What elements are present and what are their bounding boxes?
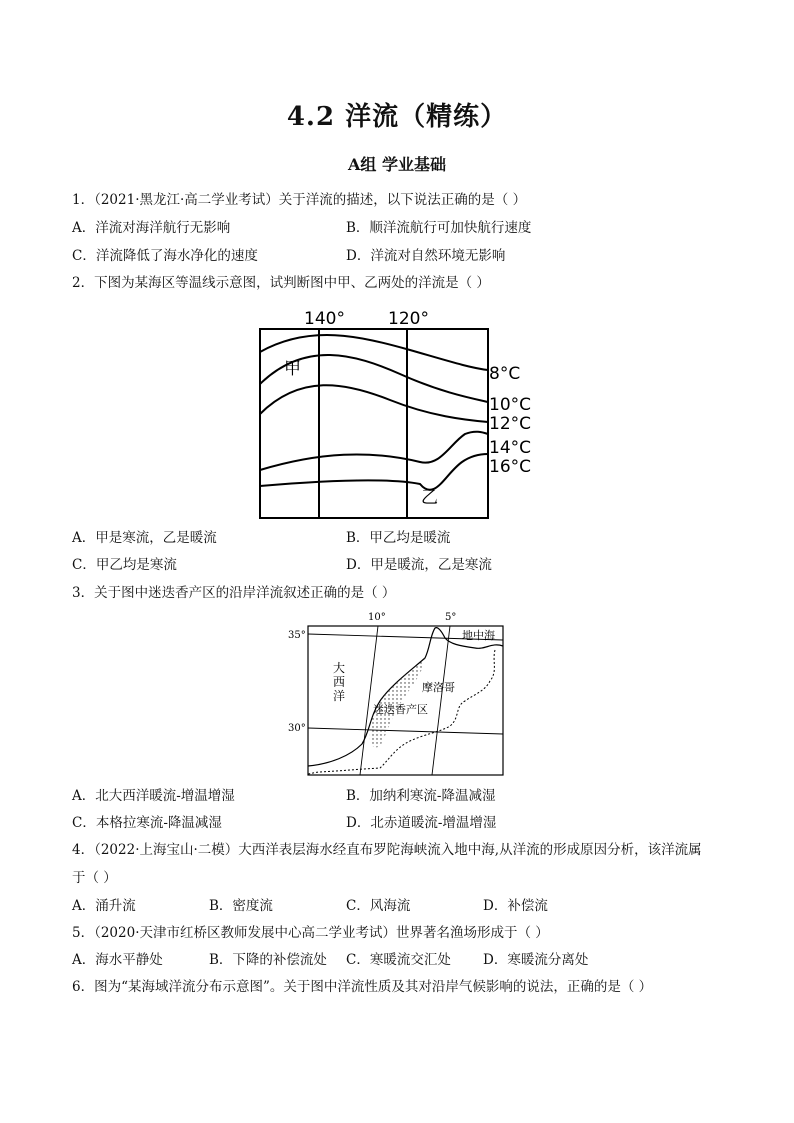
latitude-label-35: 35° [288, 630, 306, 641]
question-3-option-b: B．加纳利寒流-降温减湿 [346, 788, 496, 804]
question-5-option-d: D．寒暖流分离处 [483, 952, 589, 968]
question-1-option-c: C．洋流降低了海水净化的速度 [72, 248, 258, 264]
question-4-option-b: B．密度流 [209, 898, 273, 914]
question-5-option-b: B．下降的补偿流处 [209, 952, 327, 968]
question-1-stem: 1．（2021·黑龙江·高二学业考试）关于洋流的描述，以下说法正确的是（ ） [72, 192, 527, 208]
question-1-option-d: D．洋流对自然环境无影响 [346, 248, 506, 264]
question-4-stem-line-1: 4．（2022·上海宝山·二模）大西洋表层海水经直布罗陀海峡流入地中海,从洋流的形成原因分析，该洋流属 [72, 842, 702, 858]
parallel-30 [308, 728, 503, 734]
label-rosemary-region: 迷迭香产区 [373, 703, 428, 716]
label-mediterranean: 地中海 [462, 629, 495, 642]
question-3-option-a: A．北大西洋暖流-增温增湿 [72, 788, 235, 804]
isotherm-12 [260, 385, 488, 422]
question-6-stem: 6．图为“某海域洋流分布示意图”。关于图中洋流性质及其对沿岸气候影响的说法，正确的是（ ） [72, 979, 653, 995]
label-atlantic-3: 洋 [333, 689, 346, 703]
isotherm-map-frame [260, 329, 488, 518]
question-2-stem: 2．下图为某海区等温线示意图，试判断图中甲、乙两处的洋流是（ ） [72, 275, 490, 291]
question-4-option-a: A．涌升流 [72, 898, 136, 914]
longitude-label-120: 120° [388, 309, 429, 329]
label-atlantic-1: 大 [333, 661, 346, 675]
question-1-option-b: B．顺洋流航行可加快航行速度 [346, 220, 532, 236]
isotherm-16 [260, 454, 488, 490]
question-4-option-c: C．风海流 [346, 898, 411, 914]
temp-label-16: 16°C [489, 457, 532, 477]
question-4-option-d: D．补偿流 [483, 898, 548, 914]
question-5-option-c: C．寒暖流交汇处 [346, 952, 451, 968]
question-3-stem: 3．关于图中迷迭香产区的沿岸洋流叙述正确的是（ ） [72, 585, 396, 601]
label-morocco: 摩洛哥 [422, 681, 455, 694]
latitude-label-30: 30° [288, 723, 306, 734]
meridian-10 [360, 626, 378, 775]
section-heading: A组 学业基础 [348, 155, 446, 174]
temp-label-10: 10°C [489, 395, 532, 415]
temp-label-14: 14°C [489, 438, 532, 458]
longitude-label-140: 140° [304, 309, 345, 329]
question-5-option-a: A．海水平静处 [72, 952, 163, 968]
question-5-stem: 5．（2020·天津市红桥区教师发展中心高二学业考试）世界著名渔场形成于（ ） [72, 925, 549, 941]
label-yi: 乙 [421, 488, 438, 508]
question-4-stem-line-2: 于（ ） [72, 870, 117, 886]
label-jia: 甲 [284, 359, 301, 379]
page-title: 4.2 洋流（精练） [286, 102, 508, 132]
longitude-label-10: 10° [368, 612, 386, 623]
question-3-option-d: D．北赤道暖流-增温增湿 [346, 815, 497, 831]
meridian-5 [432, 626, 450, 775]
question-2-option-c: C．甲乙均是寒流 [72, 557, 177, 573]
question-2-option-b: B．甲乙均是暖流 [346, 530, 451, 546]
temp-label-8: 8°C [489, 364, 521, 384]
question-2-option-a: A．甲是寒流，乙是暖流 [72, 530, 217, 546]
question-2-option-d: D．甲是暖流，乙是寒流 [346, 557, 492, 573]
question-1-option-a: A．洋流对海洋航行无影响 [72, 220, 231, 236]
label-atlantic-2: 西 [333, 675, 346, 689]
longitude-label-5: 5° [445, 612, 457, 623]
temp-label-12: 12°C [489, 414, 532, 434]
isotherm-14 [260, 432, 488, 470]
morocco-map [280, 606, 510, 778]
isotherm-map [250, 302, 540, 524]
question-3-option-c: C．本格拉寒流-降温减湿 [72, 815, 222, 831]
